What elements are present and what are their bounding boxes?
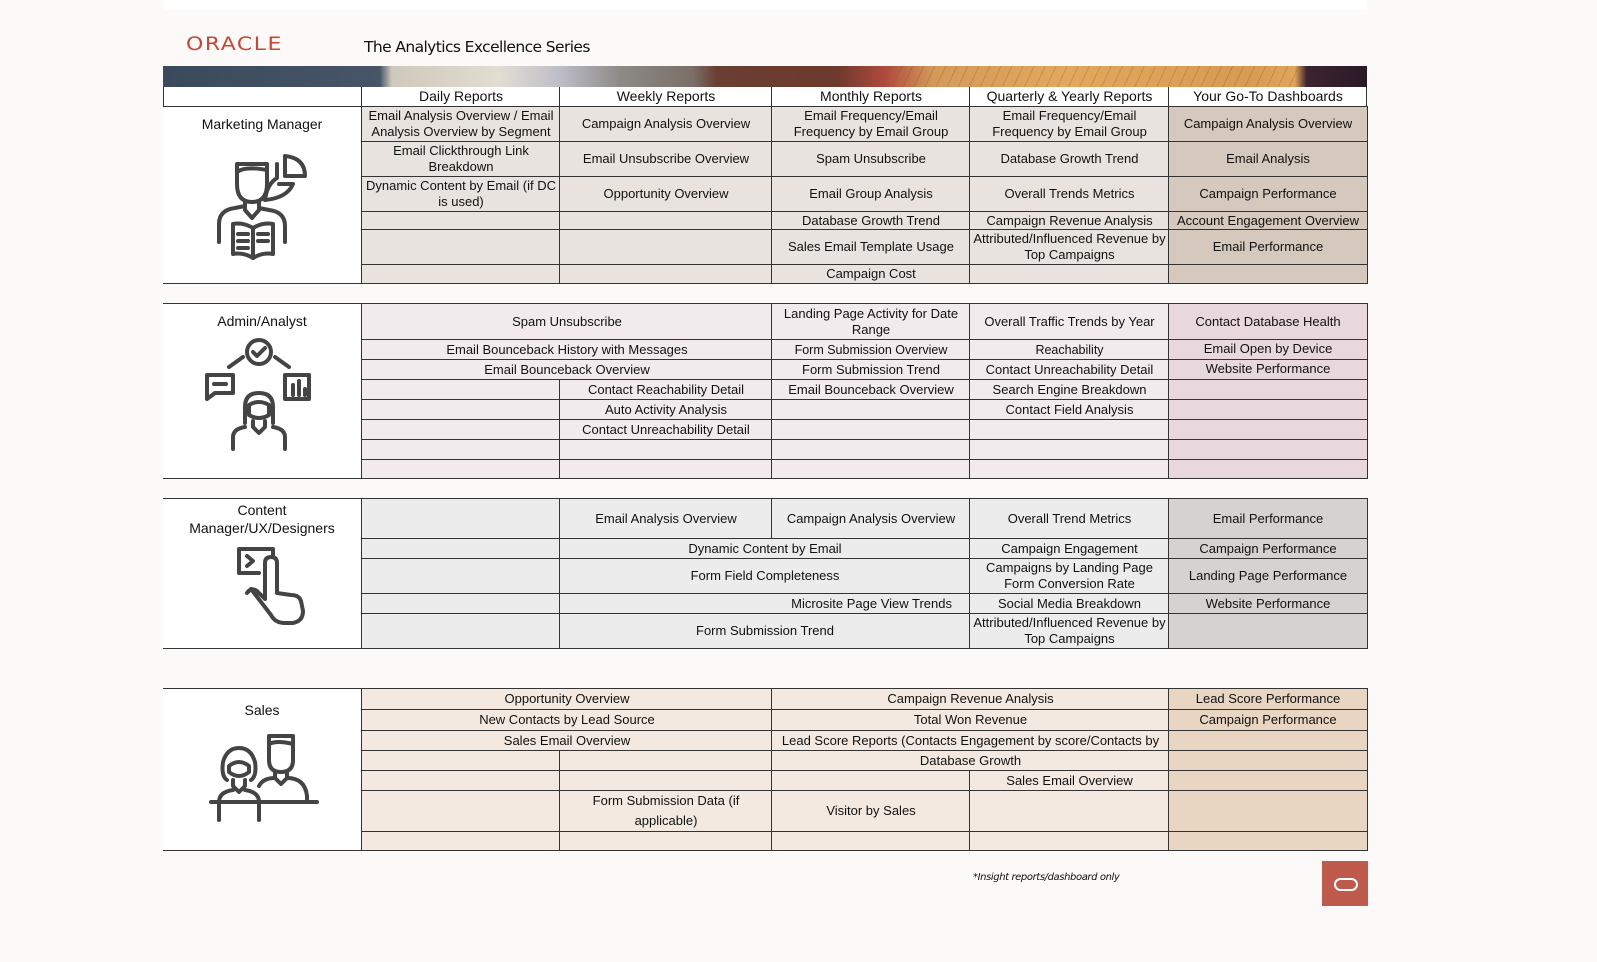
cell-sales-weekly-4 xyxy=(559,750,772,770)
cell-admin-daily-5 xyxy=(361,399,560,419)
column-header-weekly: Weekly Reports xyxy=(559,87,772,106)
role-name: Content Manager/UX/Designers xyxy=(189,502,335,536)
cell-admin-daily-weekly-3: Email Bounceback Overview xyxy=(361,359,772,379)
cell-admin-daily-7 xyxy=(361,439,560,459)
cell-admin-goto-3: Website Performance xyxy=(1168,359,1367,379)
cell-sales-goto-4 xyxy=(1168,750,1367,770)
top-strip xyxy=(163,0,1367,10)
role-cell-content xyxy=(163,499,362,648)
cell-sales-daily-4 xyxy=(361,750,560,770)
cell-marketing-daily-4 xyxy=(361,211,560,229)
column-header-goto: Your Go-To Dashboards xyxy=(1168,87,1367,106)
cell-content-quarterly-3: Campaigns by Landing Page Form Conversion Rate xyxy=(969,558,1169,593)
cell-admin-quarterly-2: Reachability xyxy=(969,339,1169,359)
cell-admin-monthly-2: Form Submission Overview xyxy=(771,339,970,359)
cell-admin-daily-8 xyxy=(361,459,560,478)
cell-admin-daily-6 xyxy=(361,419,560,439)
cell-admin-goto-8 xyxy=(1168,459,1367,478)
cell-marketing-weekly-5 xyxy=(559,229,772,264)
column-header-monthly: Monthly Reports xyxy=(771,87,970,106)
cell-content-daily-1 xyxy=(361,499,560,538)
cell-admin-goto-4 xyxy=(1168,379,1367,399)
cell-marketing-daily-2: Email Clickthrough Link Breakdown xyxy=(361,141,560,176)
cell-sales-monthly-quarterly-3: Lead Score Reports (Contacts Engagement by score/Contacts by xyxy=(771,730,1169,750)
cell-marketing-monthly-3: Email Group Analysis xyxy=(771,176,970,211)
cell-sales-goto-1: Lead Score Performance xyxy=(1168,689,1367,709)
cell-marketing-quarterly-1: Email Frequency/Email Frequency by Email Group xyxy=(969,107,1169,141)
cell-sales-weekly-7 xyxy=(559,831,772,850)
hand-touch-screen-icon xyxy=(209,543,321,643)
cell-admin-daily-weekly-1: Spam Unsubscribe xyxy=(361,304,772,339)
role-cell-marketing xyxy=(163,107,362,283)
cell-content-goto-4: Website Performance xyxy=(1168,593,1367,613)
cell-marketing-daily-3: Dynamic Content by Email (if DC is used) xyxy=(361,176,560,211)
cell-content-goto-2: Campaign Performance xyxy=(1168,538,1367,558)
cell-sales-monthly-quarterly-2: Total Won Revenue xyxy=(771,709,1169,730)
cell-content-monthly-1: Campaign Analysis Overview xyxy=(771,499,970,538)
cell-sales-quarterly-6 xyxy=(969,790,1169,831)
cell-marketing-weekly-4 xyxy=(559,211,772,229)
cell-marketing-daily-1: Email Analysis Overview / Email Analysis Overview by Segment xyxy=(361,107,560,141)
cell-marketing-monthly-4: Database Growth Trend xyxy=(771,211,970,229)
cell-admin-monthly-5 xyxy=(771,399,970,419)
cell-admin-monthly-1: Landing Page Activity for Date Range xyxy=(771,304,970,339)
cell-marketing-monthly-6: Campaign Cost xyxy=(771,264,970,283)
footnote: *Insight reports/dashboard only xyxy=(973,872,1120,883)
two-people-icon xyxy=(205,726,325,836)
cell-marketing-daily-6 xyxy=(361,264,560,283)
cell-admin-weekly-5: Auto Activity Analysis xyxy=(559,399,772,419)
column-header-quarterly: Quarterly & Yearly Reports xyxy=(969,87,1169,106)
cell-sales-goto-5 xyxy=(1168,770,1367,790)
cell-content-quarterly-5: Attributed/Influenced Revenue by Top Campaigns xyxy=(969,613,1169,648)
cell-sales-daily-5 xyxy=(361,770,560,790)
cell-content-daily-5 xyxy=(361,613,560,648)
cell-admin-goto-7 xyxy=(1168,439,1367,459)
cell-admin-weekly-4: Contact Reachability Detail xyxy=(559,379,772,399)
cell-admin-monthly-8 xyxy=(771,459,970,478)
oracle-logo: ORACLE xyxy=(186,34,283,56)
cell-marketing-quarterly-5: Attributed/Influenced Revenue by Top Campaigns xyxy=(969,229,1169,264)
cell-admin-weekly-7 xyxy=(559,439,772,459)
cell-admin-quarterly-3: Contact Unreachability Detail xyxy=(969,359,1169,379)
cell-sales-quarterly-5: Sales Email Overview xyxy=(969,770,1169,790)
cell-admin-monthly-3: Form Submission Trend xyxy=(771,359,970,379)
cell-content-goto-1: Email Performance xyxy=(1168,499,1367,538)
cell-content-daily-3 xyxy=(361,558,560,593)
cell-sales-monthly-quarterly-1: Campaign Revenue Analysis xyxy=(771,689,1169,709)
cell-marketing-monthly-2: Spam Unsubscribe xyxy=(771,141,970,176)
cell-sales-daily-weekly-2: New Contacts by Lead Source xyxy=(361,709,772,730)
role-cell-admin xyxy=(163,304,362,478)
cell-admin-monthly-4: Email Bounceback Overview xyxy=(771,379,970,399)
cell-content-weekly-1: Email Analysis Overview xyxy=(559,499,772,538)
cell-marketing-goto-5: Email Performance xyxy=(1168,229,1367,264)
role-name: Marketing Manager xyxy=(201,116,323,132)
cell-content-goto-5 xyxy=(1168,613,1367,648)
cell-content-quarterly-1: Overall Trend Metrics xyxy=(969,499,1169,538)
cell-marketing-weekly-3: Opportunity Overview xyxy=(559,176,772,211)
cell-admin-monthly-6 xyxy=(771,419,970,439)
cell-marketing-daily-5 xyxy=(361,229,560,264)
cell-content-weekly-monthly-4: Microsite Page View Trends xyxy=(559,593,970,613)
cell-admin-daily-weekly-2: Email Bounceback History with Messages xyxy=(361,339,772,359)
cell-admin-weekly-6: Contact Unreachability Detail xyxy=(559,419,772,439)
cell-admin-goto-5 xyxy=(1168,399,1367,419)
cell-marketing-weekly-2: Email Unsubscribe Overview xyxy=(559,141,772,176)
cell-sales-weekly-5 xyxy=(559,770,772,790)
cell-content-weekly-monthly-3: Form Field Completeness xyxy=(559,558,970,593)
cell-admin-quarterly-1: Overall Traffic Trends by Year xyxy=(969,304,1169,339)
cell-content-goto-3: Landing Page Performance xyxy=(1168,558,1367,593)
cell-marketing-quarterly-6 xyxy=(969,264,1169,283)
analyst-with-checkmark-icon xyxy=(187,337,327,457)
cell-marketing-monthly-5: Sales Email Template Usage xyxy=(771,229,970,264)
cell-sales-monthly-6: Visitor by Sales xyxy=(771,790,970,831)
cell-marketing-quarterly-2: Database Growth Trend xyxy=(969,141,1169,176)
cell-admin-monthly-7 xyxy=(771,439,970,459)
cell-sales-monthly-5 xyxy=(771,770,970,790)
role-cell-sales xyxy=(163,689,362,850)
cell-sales-daily-6 xyxy=(361,790,560,831)
role-name: Admin/Analyst xyxy=(217,313,307,329)
cell-sales-goto-2: Campaign Performance xyxy=(1168,709,1367,730)
person-reading-book-icon xyxy=(205,142,323,264)
cell-sales-daily-7 xyxy=(361,831,560,850)
oracle-o-icon xyxy=(1334,878,1358,891)
cell-admin-weekly-8 xyxy=(559,459,772,478)
cell-marketing-goto-3: Campaign Performance xyxy=(1168,176,1367,211)
cell-sales-weekly-6: Form Submission Data (if applicable) xyxy=(559,790,772,831)
decorative-banner xyxy=(163,66,1367,87)
cell-admin-daily-4 xyxy=(361,379,560,399)
cell-content-daily-2 xyxy=(361,538,560,558)
cell-marketing-goto-6 xyxy=(1168,264,1367,283)
cell-sales-monthly-quarterly-4: Database Growth xyxy=(771,750,1169,770)
cell-sales-daily-weekly-1: Opportunity Overview xyxy=(361,689,772,709)
role-name: Sales xyxy=(244,702,280,718)
cell-sales-quarterly-7 xyxy=(969,831,1169,850)
cell-content-quarterly-4: Social Media Breakdown xyxy=(969,593,1169,613)
cell-content-quarterly-2: Campaign Engagement xyxy=(969,538,1169,558)
cell-admin-quarterly-5: Contact Field Analysis xyxy=(969,399,1169,419)
cell-content-weekly-monthly-2: Dynamic Content by Email xyxy=(559,538,970,558)
cell-marketing-weekly-6 xyxy=(559,264,772,283)
cell-marketing-goto-4: Account Engagement Overview xyxy=(1168,211,1367,229)
cell-marketing-goto-2: Email Analysis xyxy=(1168,141,1367,176)
cell-sales-goto-7 xyxy=(1168,831,1367,850)
page-title: The Analytics Excellence Series xyxy=(364,38,590,56)
cell-admin-goto-1: Contact Database Health xyxy=(1168,304,1367,339)
cell-content-daily-4 xyxy=(361,593,560,613)
cell-content-weekly-monthly-5: Form Submission Trend xyxy=(559,613,970,648)
cell-sales-goto-3 xyxy=(1168,730,1367,750)
cell-sales-daily-weekly-3: Sales Email Overview xyxy=(361,730,772,750)
cell-marketing-goto-1: Campaign Analysis Overview xyxy=(1168,107,1367,141)
cell-marketing-quarterly-4: Campaign Revenue Analysis xyxy=(969,211,1169,229)
column-header-daily: Daily Reports xyxy=(361,87,560,106)
cell-sales-goto-6 xyxy=(1168,790,1367,831)
cell-marketing-weekly-1: Campaign Analysis Overview xyxy=(559,107,772,141)
cell-admin-quarterly-4: Search Engine Breakdown xyxy=(969,379,1169,399)
cell-admin-goto-2: Email Open by Device xyxy=(1168,339,1367,359)
cell-admin-quarterly-8 xyxy=(969,459,1169,478)
cell-marketing-quarterly-3: Overall Trends Metrics xyxy=(969,176,1169,211)
cell-admin-quarterly-6 xyxy=(969,419,1169,439)
oracle-badge xyxy=(1322,861,1368,906)
cell-admin-goto-6 xyxy=(1168,419,1367,439)
cell-marketing-monthly-1: Email Frequency/Email Frequency by Email Group xyxy=(771,107,970,141)
cell-admin-quarterly-7 xyxy=(969,439,1169,459)
cell-sales-monthly-7 xyxy=(771,831,970,850)
